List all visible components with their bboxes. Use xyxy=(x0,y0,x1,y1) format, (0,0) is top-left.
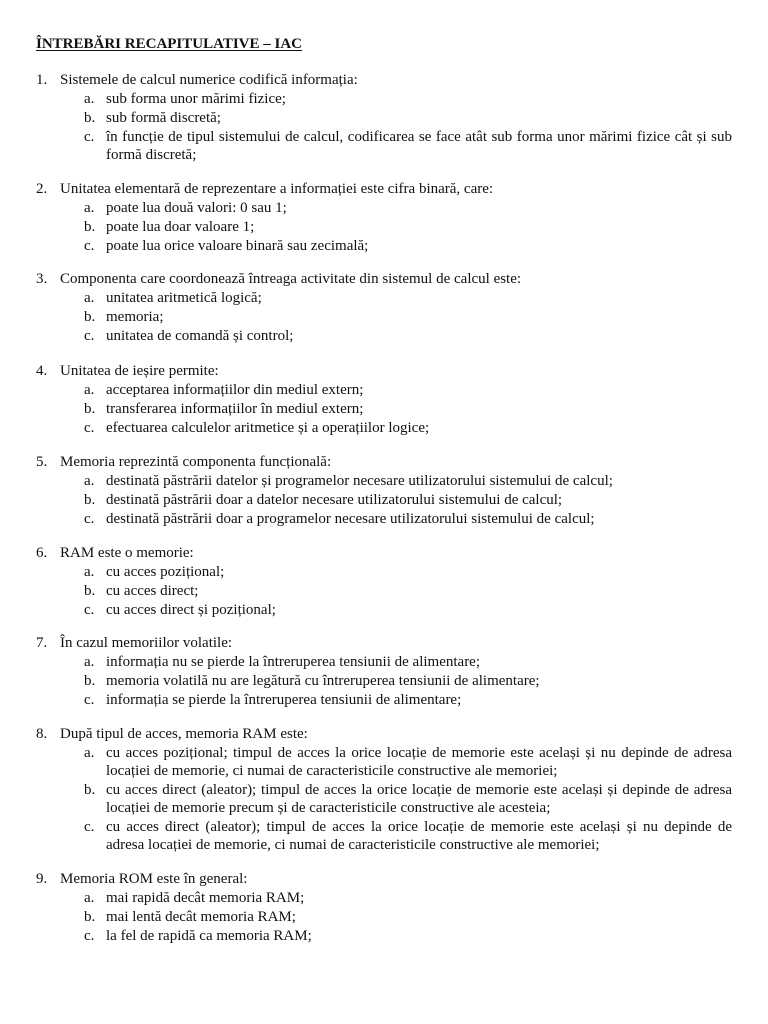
option-text: la fel de rapidă ca memoria RAM; xyxy=(106,928,312,944)
option-letter: b. xyxy=(84,219,96,235)
option-letter: a. xyxy=(84,382,95,398)
option-text: cu acces direct (aleator); timpul de acces la orice locație de memorie este același și depinde de adresa locației de memorie precum și de caracteristicile constructive ale acesteia; xyxy=(106,782,732,816)
question-text: Memoria reprezintă componenta funcțională: xyxy=(60,454,332,470)
option-text: cu acces pozițional; timpul de acces la orice locație de memorie este același și nu depinde de adresa locației de memorie, ci numai de caracteristicile constructive ale memoriei; xyxy=(106,745,732,779)
option-letter: c. xyxy=(84,238,95,254)
option-text: destinată păstrării doar a datelor necesare utilizatorului sistemului de calcul; xyxy=(106,492,563,508)
option-text: poate lua doar valoare 1; xyxy=(106,219,255,235)
question-number: 6. xyxy=(36,545,48,561)
option-text: cu acces pozițional; xyxy=(106,564,225,580)
question-text: În cazul memoriilor volatile: xyxy=(60,635,233,651)
option-text: cu acces direct și pozițional; xyxy=(106,602,276,618)
option-text: transferarea informațiilor în mediul extern; xyxy=(106,401,364,417)
question-number: 4. xyxy=(36,363,48,379)
option-text: destinată păstrării doar a programelor necesare utilizatorului sistemului de calcul; xyxy=(106,511,595,527)
option-letter: c. xyxy=(84,328,95,344)
option-letter: c. xyxy=(84,129,95,145)
question-text: Memoria ROM este în general: xyxy=(60,871,248,887)
option-letter: a. xyxy=(84,745,95,761)
option-letter: c. xyxy=(84,420,95,436)
question-text: Unitatea elementară de reprezentare a informației este cifra binară, care: xyxy=(60,181,494,197)
option-letter: b. xyxy=(84,673,96,689)
option-letter: b. xyxy=(84,583,96,599)
option-text: acceptarea informațiilor din mediul extern; xyxy=(106,382,364,398)
option-text: poate lua orice valoare binară sau zecimală; xyxy=(106,238,369,254)
question-number: 1. xyxy=(36,72,48,88)
question-number: 5. xyxy=(36,454,48,470)
option-letter: c. xyxy=(84,928,95,944)
option-letter: b. xyxy=(84,782,96,798)
option-letter: b. xyxy=(84,909,96,925)
option-text: cu acces direct (aleator); timpul de acces la orice locație de memorie este același și nu depinde de adresa locației de memorie, ci numai de caracteristicile constructive ale memoriei; xyxy=(106,819,732,853)
option-letter: c. xyxy=(84,602,95,618)
page-title: ÎNTREBĂRI RECAPITULATIVE – IAC xyxy=(36,36,303,52)
option-text: poate lua două valori: 0 sau 1; xyxy=(106,200,287,216)
question-number: 9. xyxy=(36,871,48,887)
option-letter: a. xyxy=(84,654,95,670)
option-text: memoria volatilă nu are legătură cu întreruperea tensiunii de alimentare; xyxy=(106,673,540,689)
option-letter: a. xyxy=(84,200,95,216)
option-text: cu acces direct; xyxy=(106,583,199,599)
question-text: Componenta care coordonează întreaga activitate din sistemul de calcul este: xyxy=(60,271,522,287)
option-letter: a. xyxy=(84,473,95,489)
option-text: mai rapidă decât memoria RAM; xyxy=(106,890,305,906)
question-text: RAM este o memorie: xyxy=(60,545,194,561)
option-letter: b. xyxy=(84,492,96,508)
option-letter: b. xyxy=(84,309,96,325)
question-number: 7. xyxy=(36,635,48,651)
question-text: După tipul de acces, memoria RAM este: xyxy=(60,726,308,742)
option-text: mai lentă decât memoria RAM; xyxy=(106,909,296,925)
option-letter: a. xyxy=(84,91,95,107)
option-text: informația nu se pierde la întreruperea tensiunii de alimentare; xyxy=(106,654,481,670)
option-letter: b. xyxy=(84,401,96,417)
option-letter: a. xyxy=(84,564,95,580)
option-text: în funcție de tipul sistemului de calcul, codificarea se face atât sub forma unor mărimi fizice cât și sub formă discretă; xyxy=(106,129,732,163)
option-letter: a. xyxy=(84,290,95,306)
option-text: unitatea aritmetică logică; xyxy=(106,290,262,306)
option-letter: a. xyxy=(84,890,95,906)
option-text: memoria; xyxy=(106,309,164,325)
option-text: destinată păstrării datelor și programelor necesare utilizatorului sistemului de calcul; xyxy=(106,473,613,489)
option-text: sub formă discretă; xyxy=(106,110,221,126)
question-number: 3. xyxy=(36,271,48,287)
option-text: informația se pierde la întreruperea tensiunii de alimentare; xyxy=(106,692,462,708)
option-text: unitatea de comandă și control; xyxy=(106,328,294,344)
option-text: efectuarea calculelor aritmetice și a operațiilor logice; xyxy=(106,420,430,436)
option-letter: c. xyxy=(84,819,95,835)
option-letter: b. xyxy=(84,110,96,126)
question-number: 2. xyxy=(36,181,48,197)
question-text: Sistemele de calcul numerice codifică informația: xyxy=(60,72,358,88)
question-text: Unitatea de ieșire permite: xyxy=(60,363,219,379)
option-letter: c. xyxy=(84,692,95,708)
option-text: sub forma unor mărimi fizice; xyxy=(106,91,286,107)
question-number: 8. xyxy=(36,726,48,742)
option-letter: c. xyxy=(84,511,95,527)
